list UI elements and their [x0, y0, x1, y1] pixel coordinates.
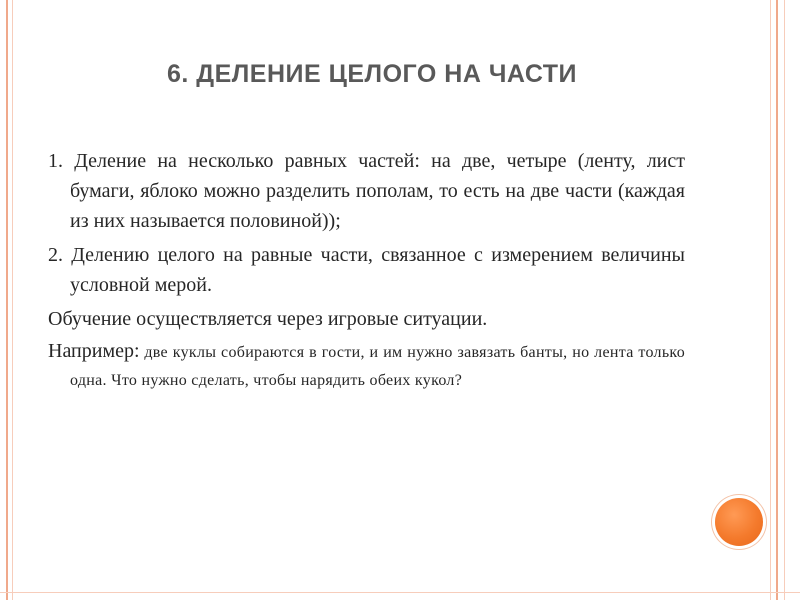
- decorative-circle-icon: [715, 498, 763, 546]
- example-text: две куклы собираются в гости, и им нужно завязать банты, но лента только одна. Что нужно сделать, чтобы нарядить обеих кукол?: [70, 344, 685, 389]
- slide-title: 6. ДЕЛЕНИЕ ЦЕЛОГО НА ЧАСТИ: [166, 60, 578, 88]
- frame-line-right-outer: [784, 0, 785, 600]
- slide-body: [48, 146, 685, 394]
- frame-line-left-inner: [12, 0, 13, 600]
- paragraph-3: Обучение осуществляется через игровые ситуации.: [48, 308, 488, 330]
- frame-line-bottom: [0, 592, 800, 593]
- frame-line-left: [6, 0, 8, 600]
- paragraph-1: 1. Деление на несколько равных частей: на две, четыре (ленту, лист бумаги, яблоко можно разделить пополам, то есть на две части (каждая из них называется половиной));: [48, 150, 685, 232]
- example-lead: Например:: [48, 340, 140, 362]
- frame-line-right-inner: [770, 0, 771, 600]
- paragraph-2: 2. Делению целого на равные части, связанное с измерением величины условной мерой.: [48, 244, 685, 296]
- example-paragraph: [48, 338, 685, 394]
- frame-line-right: [776, 0, 778, 600]
